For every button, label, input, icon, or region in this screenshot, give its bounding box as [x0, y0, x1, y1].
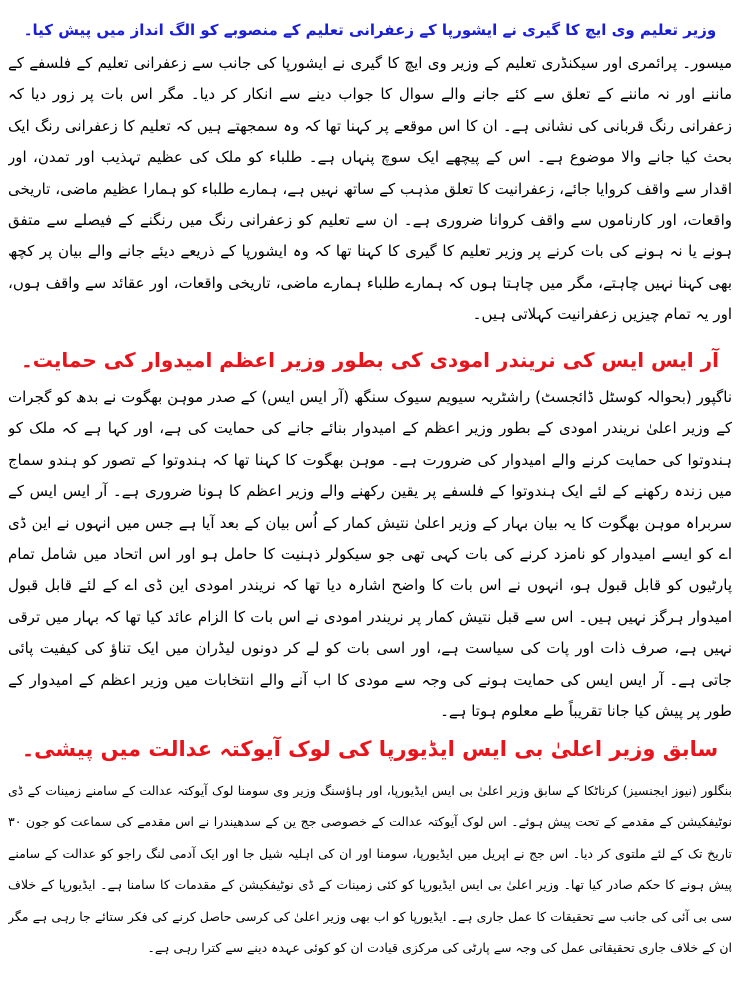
article-2-heading: آر ایس ایس کی نریندر امودی کی بطور وزیر اعظم امیدوار کی حمایت۔	[21, 348, 719, 372]
article-1-heading: وزیر تعلیم وی ایچ کا گیری نے ایشورپا کے زعفرانی تعلیم کے منصوبے کو الگ انداز میں پیش کیا۔	[23, 21, 717, 39]
article-2-body: ناگپور (بحوالہ کوسٹل ڈائجسٹ) راشٹریہ سیویم سیوک سنگھ (آر ایس ایس) کے صدر موہن بھگوت نے بدھ کو گجرات کے وزیر اعلیٰ نریندر امودی کے بطور وزیر اعظم کے امیدوار بنائے جانے کی حمایت کی ہے، اور کہا ہے کہ ملک کو ہندوتوا کی حمایت کرنے والے امیدوار کی ضرورت ہے۔ موہن بھگوت کا کہنا تھا کہ ہندوتوا کے تصور کو ہندو سماج میں زندہ رکھنے کے لئے ایک ہندوتوا کے فلسفے پر یقین رکھنے والے وزیر اعظم کا ہونا ضروری ہے۔ آر ایس ایس کے سربراہ موہن بھگوت کا یہ بیان بہار کے وزیر اعلیٰ نتیش کمار کے اُس بیان کے بعد آیا ہے جس میں انہوں نے این ڈی اے کو ایسے امیدوار کو نامزد کرنے کی بات کہی تھی جو سیکولر ذہنیت کا حامل ہو اور اس اتحاد میں شامل تمام پارٹیوں کو قابل قبول ہو، انہوں نے اس بات کا واضح اشارہ دیا تھا کہ نریندر امودی این ڈی اے کے لئے قابل قبول امیدوار ہرگز نہیں ہیں۔ اس سے قبل نتیش کمار پر نریندر امودی نے اس بات کا الزام عائد کیا تھا کہ بہار میں ترقی نہیں ہے، صرف ذات اور پات کی سیاست ہے، اور اسی بات کو لے کر دونوں لیڈران میں ایک تناؤ کی کیفیت پائی جاتی ہے۔ آر ایس ایس کی حمایت ہونے کی وجہ سے مودی کا اب آنے والے انتخابات میں وزیر اعظم کے امیدوار کے طور پر پیش کیا جانا تقریباً طے معلوم ہوتا ہے۔	[8, 388, 732, 721]
article-3-body: بنگلور (نیوز ایجنسیز) کرناٹکا کے سابق وزیر اعلیٰ بی ایس ایڈیورپا، اور ہاؤسنگ وزیر وی سومنا لوک آیوکتہ عدالت کے سامنے زمینات کے ڈی نوٹیفکیشن کے مقدمے کے تحت پیش ہوئے۔ اس لوک آیوکتہ عدالت کے خصوصی جج ین کے سدھیندرا نے اس مقدمے کی سماعت کو جون ۳۰ تاریخ تک کے لئے ملتوی کر دیا۔ اس جج نے اپریل میں ایڈیورپا، سومنا اور ان کی اہلیہ شیل جا اور ایک آدمی لنگ راجو کو عدالت کے سامنے پیش ہونے کا حکم صادر کیا تھا۔ وزیر اعلیٰ بی ایس ایڈیورپا کو کئی زمینات کے ڈی نوٹیفکیشن کے مقدمات کا سامنا ہے۔ ایڈیورپا کے خلاف سی بی آئی کی جانب سے تحقیقات کا عمل جاری ہے۔ ایڈیورپا کو اب بھی وزیر اعلیٰ کی کرسی حاصل کرنے کی فکر ستائے جا رہی ہے مگر ان کے خلاف جاری تحقیقاتی عمل کی وجہ سے پارٹی کی مرکزی قیادت ان کو کوئی عہدہ دینے سے کترا رہی ہے۔	[8, 783, 732, 956]
article-1-body: میسور۔ پرائمری اور سیکنڈری تعلیم کے وزیر وی ایچ کا گیری نے ایشورپا کی جانب سے زعفرانی تعلیم کے فلسفے کے ماننے اور نہ ماننے کے تعلق سے کئے جانے والے سوال کا جواب دینے سے انکار کر دیا۔ مگر اس بات پر زور دیا کہ زعفرانی رنگ قربانی کی نشانی ہے۔ ان کا اس موقعے پر کہنا تھا کہ وہ سمجھتے ہیں کہ تعلیم کا زعفرانی رنگ ایک بحث کیا جانے والا موضوع ہے۔ اس کے پیچھے ایک سوچ پنہاں ہے۔ طلباء کو ملک کی عظیم تہذیب اور تمدن، اور اقدار سے واقف کروایا جائے، زعفرانیت کا تعلق مذہب کے ساتھ نہیں ہے، ہمارے طلباء کو ہمارا عظیم ماضی، تاریخی واقعات، اور کارناموں سے واقف کروانا ضروری ہے۔ ان سے تعلیم کو زعفرانی رنگ میں رنگنے کے فیصلے سے متفق ہونے یا نہ ہونے کی بات کرنے پر وزیر تعلیم کا گیری کا کہنا تھا کہ وہ ایشورپا کے ذریعے دیئے جانے والے بیان پر کچھ بھی کہنا نہیں چاہتے، مگر میں چاہتا ہوں کہ ہمارے طلباء ہمارے ماضی، تاریخی واقعات، اور عقائد سے واقف ہوں، اور یہ تمام چیزیں زعفرانیت کہلاتی ہیں۔	[8, 54, 732, 324]
article-3-heading: سابق وزیر اعلیٰ بی ایس ایڈیورپا کی لوک آیوکتہ عدالت میں پیشی۔	[21, 737, 719, 761]
